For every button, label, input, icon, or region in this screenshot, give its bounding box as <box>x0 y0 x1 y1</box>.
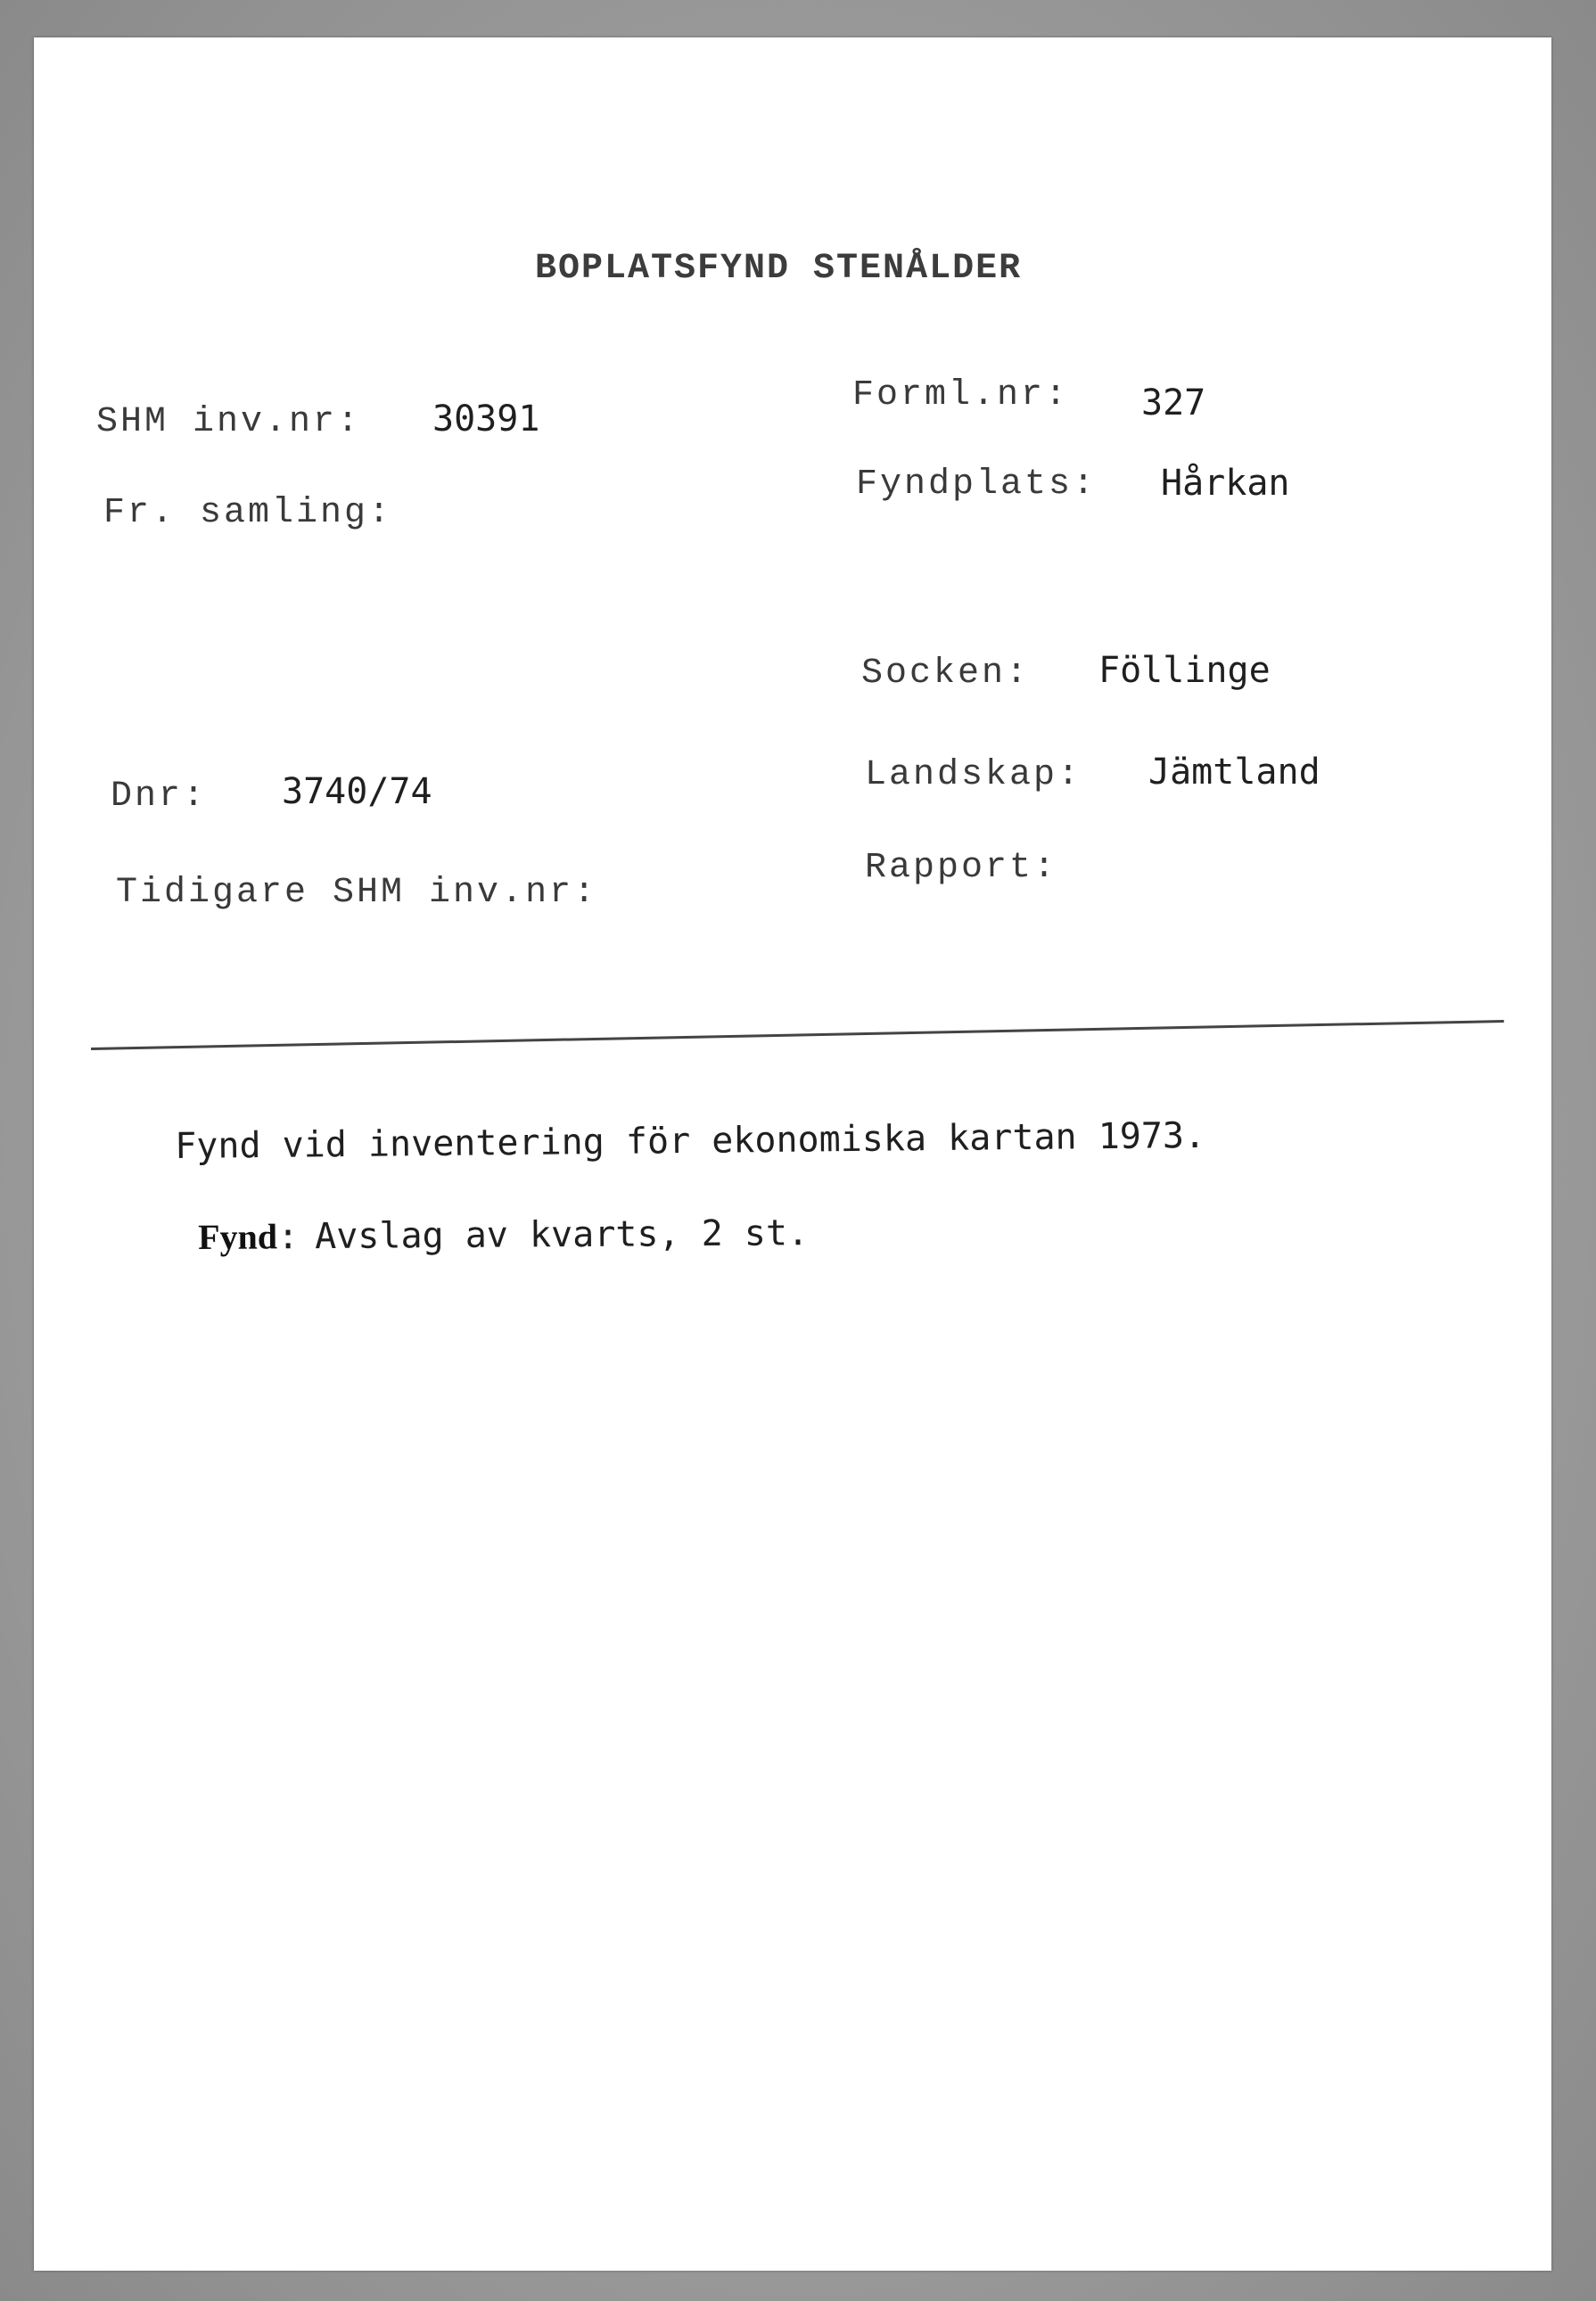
dnr-value: 3740/74 <box>282 771 432 812</box>
dnr-label: Dnr: <box>111 777 208 817</box>
rapport-label: Rapport: <box>865 848 1058 888</box>
forml-nr-value: 327 <box>1141 382 1206 423</box>
landskap-label: Landskap: <box>865 755 1082 795</box>
socken-value: Föllinge <box>1098 650 1271 691</box>
notes-line-1: Fynd vid inventering för ekonomiska kartan 1973. <box>174 1114 1206 1167</box>
shm-inv-nr-value: 30391 <box>432 399 540 440</box>
landskap-value: Jämtland <box>1148 752 1320 793</box>
forml-nr-label: Forml.nr: <box>852 375 1070 415</box>
socken-label: Socken: <box>861 653 1031 694</box>
fyndplats-value: Hårkan <box>1161 463 1290 504</box>
fynd-line <box>197 1212 810 1258</box>
fynd-value: Avslag av kvarts, 2 st. <box>315 1212 810 1258</box>
fynd-label: Fynd <box>197 1216 278 1257</box>
fyndplats-label: Fyndplats: <box>856 464 1098 505</box>
fr-samling-label: Fr. samling: <box>103 493 393 533</box>
tidigare-shm-label: Tidigare SHM inv.nr: <box>116 873 598 913</box>
fynd-colon: : <box>276 1216 300 1258</box>
card-title: BOPLATSFYND STENÅLDER <box>535 249 1023 289</box>
shm-inv-nr-label: SHM inv.nr: <box>96 402 362 442</box>
